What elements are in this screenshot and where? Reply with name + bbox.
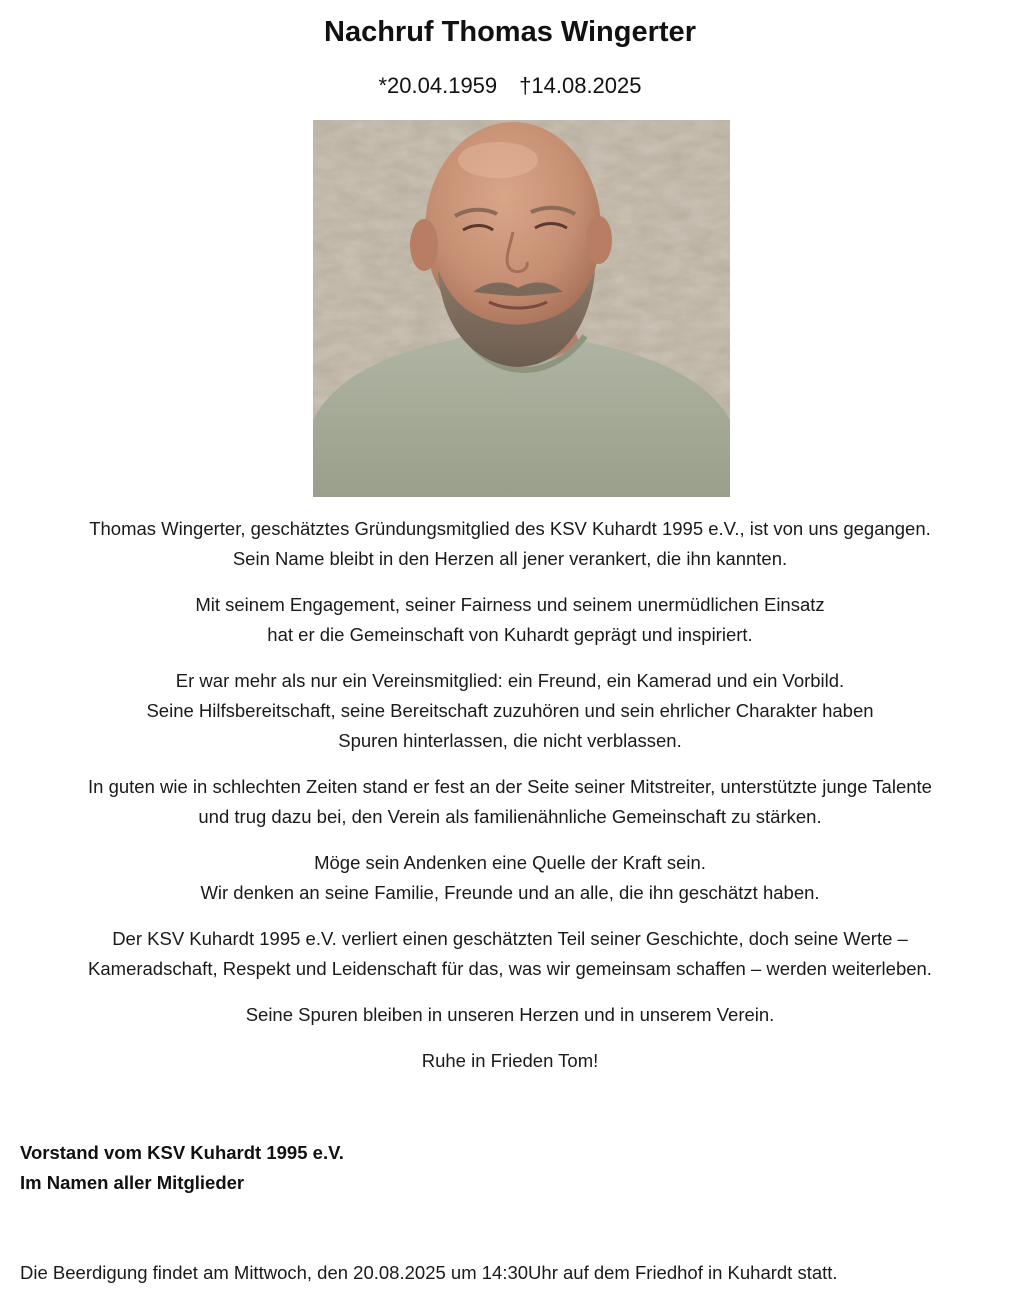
obituary-body bbox=[10, 514, 1010, 1092]
portrait-photo bbox=[313, 120, 730, 497]
death-date: †14.08.2025 bbox=[519, 73, 642, 98]
paragraph: Er war mehr als nur ein Vereinsmitglied: ein Freund, ein Kamerad und ein Vorbild. Seine Hilfsbereitschaft, seine Bereitschaft zuzuhören und sein ehrlicher Charakter haben Spuren hinterlassen, die nicht verblassen. bbox=[146, 670, 874, 751]
paragraph: Seine Spuren bleiben in unseren Herzen und in unserem Verein. bbox=[245, 1004, 775, 1025]
closing-line: Ruhe in Frieden Tom! bbox=[421, 1050, 599, 1071]
obituary-title: Nachruf Thomas Wingerter bbox=[324, 16, 696, 48]
paragraph: Der KSV Kuhardt 1995 e.V. verliert einen geschätzten Teil seiner Geschichte, doch seine Werte – Kameradschaft, Respekt und Leidenschaft für das, was wir gemeinsam schaffen – werden weiterleben. bbox=[88, 928, 932, 979]
paragraph: Möge sein Andenken eine Quelle der Kraft sein. Wir denken an seine Familie, Freunde und an alle, die ihn geschätzt haben. bbox=[200, 852, 820, 903]
paragraph: Thomas Wingerter, geschätztes Gründungsmitglied des KSV Kuhardt 1995 e.V., ist von uns gegangen. Sein Name bleibt in den Herzen all jener verankert, die ihn kannten. bbox=[89, 518, 931, 569]
signature-block bbox=[20, 1138, 344, 1198]
paragraph: In guten wie in schlechten Zeiten stand er fest an der Seite seiner Mitstreiter, unterstützte junge Talente und trug dazu bei, den Verein als familienähnliche Gemeinschaft zu stärken. bbox=[88, 776, 932, 827]
birth-date: *20.04.1959 bbox=[378, 73, 498, 98]
life-dates bbox=[0, 70, 1020, 102]
signature-members: Im Namen aller Mitglieder bbox=[20, 1172, 245, 1193]
funeral-notice: Die Beerdigung findet am Mittwoch, den 20.08.2025 um 14:30Uhr auf dem Friedhof in Kuhardt statt. bbox=[20, 1262, 838, 1283]
paragraph: Mit seinem Engagement, seiner Fairness und seinem unermüdlichen Einsatz hat er die Gemeinschaft von Kuhardt geprägt und inspiriert. bbox=[195, 594, 825, 645]
signature-board: Vorstand vom KSV Kuhardt 1995 e.V. bbox=[20, 1142, 344, 1163]
